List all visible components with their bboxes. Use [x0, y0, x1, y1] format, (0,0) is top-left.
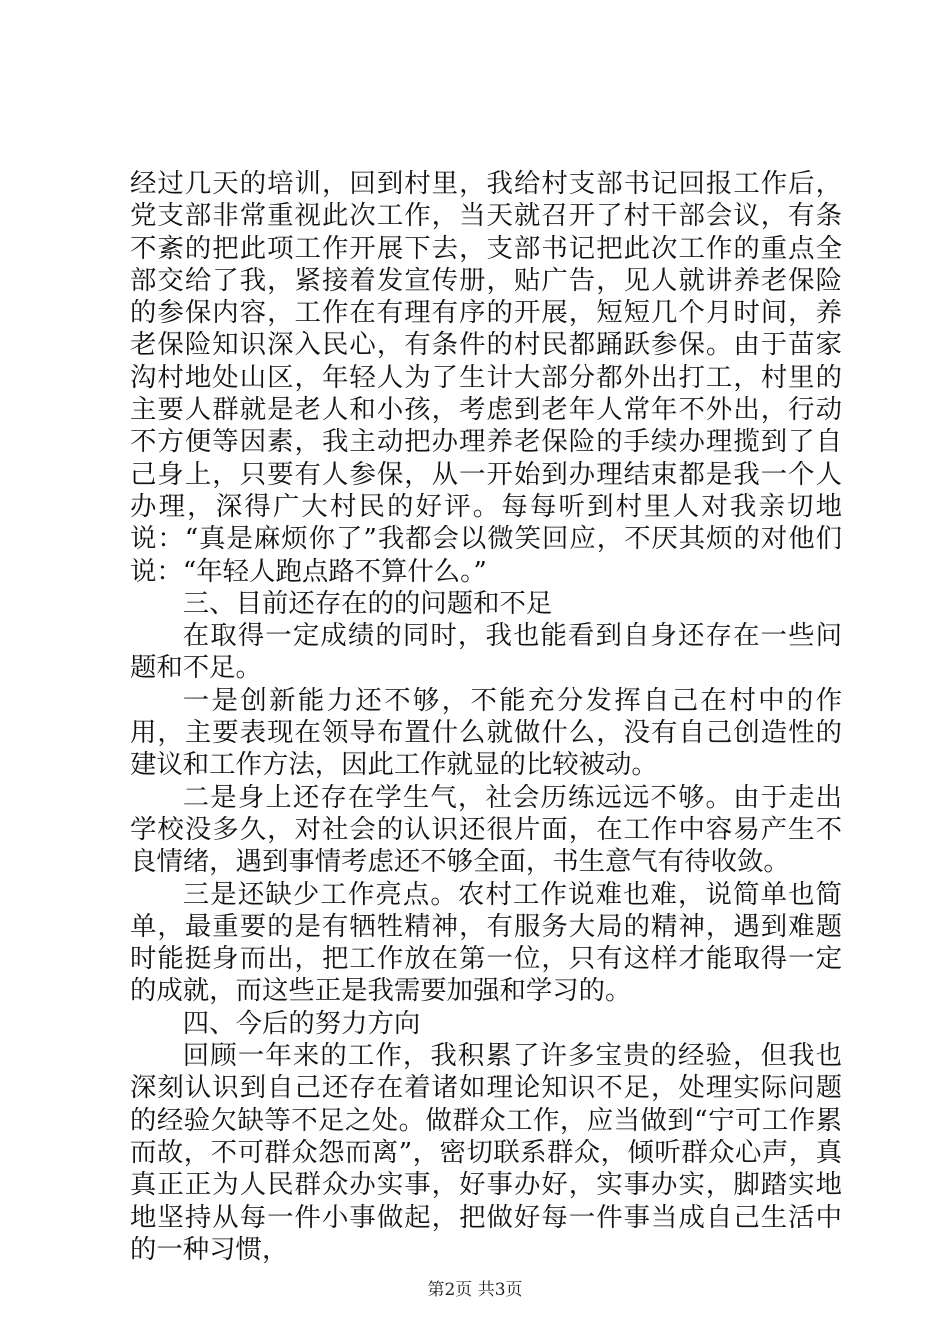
paragraph-problems-intro: 在取得一定成绩的同时，我也能看到自身还存在一些问题和不足。: [130, 620, 842, 684]
paragraph-problem-three: 三是还缺少工作亮点。农村工作说难也难，说简单也简单，最重要的是有牺牲精神，有服务大局的精神，遇到难题时能挺身而出，把工作放在第一位，只有这样才能取得一定的成就，而这些正是我需要加强和学习的。: [130, 878, 842, 1007]
page-footer: 第2页 共3页: [427, 1280, 523, 1300]
paragraph-problem-one: 一是创新能力还不够，不能充分发挥自己在村中的作用，主要表现在领导布置什么就做什么，没有自己创造性的建议和工作方法，因此工作就显的比较被动。: [130, 684, 842, 781]
section-heading-direction: 四、今后的努力方向: [182, 1007, 421, 1039]
document-body: [130, 168, 842, 1266]
section-heading-problems: 三、目前还存在的的问题和不足: [182, 587, 553, 619]
paragraph-problem-two: 二是身上还存在学生气，社会历练远远不够。由于走出学校没多久，对社会的认识还很片面，在工作中容易产生不良情绪，遇到事情考虑还不够全面，书生意气有待收敛。: [130, 781, 842, 878]
paragraph-continuation: 经过几天的培训，回到村里，我给村支部书记回报工作后，党支部非常重视此次工作，当天就召开了村干部会议，有条不紊的把此项工作开展下去，支部书记把此次工作的重点全部交给了我，紧接着发宣传册，贴广告，见人就讲养老保险的参保内容，工作在有理有序的开展，短短几个月时间，养老保险知识深入民心，有条件的村民都踊跃参保。由于苗家沟村地处山区，年轻人为了生计大部分都外出打工，村里的主要人群就是老人和小孩，考虑到老年人常年不外出，行动不方便等因素，我主动把办理养老保险的手续办理揽到了自己身上，只要有人参保，从一开始到办理结束都是我一个人办理，深得广大村民的好评。每每听到村里人对我亲切地说：“真是麻烦你了”我都会以微笑回应，不厌其烦的对他们说：“年轻人跑点路不算什么。”: [130, 168, 842, 587]
paragraph-direction: 回顾一年来的工作，我积累了许多宝贵的经验，但我也深刻认识到自己还存在着诸如理论知识不足，处理实际问题的经验欠缺等不足之处。做群众工作，应当做到“宁可工作累而故，不可群众怨而离”，密切联系群众，倾听群众心声，真真正正为人民群众办实事，好事办好，实事办实，脚踏实地地坚持从每一件小事做起，把做好每一件事当成自己生活中的一种习惯，: [130, 1040, 842, 1265]
